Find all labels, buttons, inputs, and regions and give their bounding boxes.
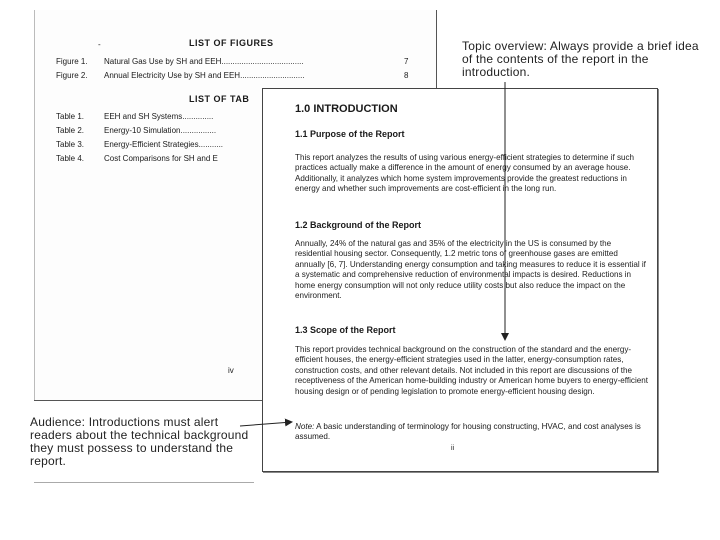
table-label: Table 2.	[56, 126, 85, 135]
list-of-figures-heading: LIST OF FIGURES	[189, 38, 274, 48]
page-mark: -	[98, 40, 101, 49]
section-body-background: Annually, 24% of the natural gas and 35% of the electricity in the US is consumed by the residential housing sector. Consequently, 1.2 metric tons of greenhouse gases are emitted annually [6, 7]. Understanding energy consumption and taking measures to reduce it is essential if a systematic and comprehensive reduction of environmental impacts is desired. Reductions in home energy consumption will not only reduce utility costs but also reduce the impact on the environment.	[295, 239, 646, 301]
section-body-purpose: This report analyzes the results of using various energy-efficient strategies to determine if such practices actually make a difference in the amount of energy consumed by an average house. Additionally, it analyzes which home system improvements provide the greatest reductions in energy and whether such improvements are cost-efficient in the long run.	[295, 153, 635, 194]
table-title: EEH and SH Systems..............	[104, 112, 214, 121]
divider	[34, 482, 254, 483]
introduction-page	[262, 88, 658, 472]
page-edge	[34, 10, 35, 400]
table-entry	[56, 154, 218, 163]
table-entry	[56, 126, 216, 135]
figure-label: Figure 2.	[56, 71, 88, 80]
note-label: Note:	[295, 422, 315, 431]
section-body-scope: This report provides technical background on the construction of the standard and the energy-efficient houses, the energy-efficient strategies used in the latter, energy-consumption rates, construction costs, and other relevant details. Not included in this report are discussions of the receptiveness of the American home-building industry or American home buyers to energy-efficient housing design or of pending legislation to promote energy-efficient housing design.	[295, 345, 649, 396]
note-paragraph	[295, 422, 649, 443]
leader-dots: .............................	[240, 71, 305, 80]
table-label: Table 3.	[56, 140, 85, 149]
table-entry	[56, 112, 213, 121]
section-heading-purpose: 1.1 Purpose of the Report	[295, 129, 405, 139]
figure-title: Natural Gas Use by SH and EEH	[104, 57, 222, 66]
introduction-title: 1.0 INTRODUCTION	[295, 103, 398, 115]
leader-dots: .....................................	[221, 57, 304, 66]
section-heading-scope: 1.3 Scope of the Report	[295, 325, 396, 335]
page-number: iv	[228, 366, 234, 375]
page-number: ii	[451, 445, 455, 452]
figure-entry	[56, 57, 409, 66]
list-of-tables-heading: LIST OF TAB	[189, 94, 250, 104]
audience-annotation: Audience: Introductions must alert readers about the technical background they must possess to understand the report.	[30, 415, 249, 468]
section-heading-background: 1.2 Background of the Report	[295, 220, 422, 230]
figure-page: 7	[404, 57, 409, 66]
note-text: A basic understanding of terminology for housing constructing, HVAC, and cost analyses is assumed.	[295, 422, 641, 442]
table-title: Energy-Efficient Strategies...........	[104, 140, 224, 149]
table-title: Cost Comparisons for SH and E	[104, 154, 218, 163]
figure-label: Figure 1.	[56, 57, 88, 66]
table-label: Table 1.	[56, 112, 85, 121]
figure-page: 8	[404, 71, 409, 80]
figure-entry	[56, 71, 409, 80]
table-label: Table 4.	[56, 154, 85, 163]
topic-annotation: Topic overview: Always provide a brief idea of the contents of the report in the introduction.	[462, 39, 699, 79]
table-title: Energy-10 Simulation................	[104, 126, 217, 135]
table-entry	[56, 140, 223, 149]
figure-title: Annual Electricity Use by SH and EEH	[104, 71, 241, 80]
